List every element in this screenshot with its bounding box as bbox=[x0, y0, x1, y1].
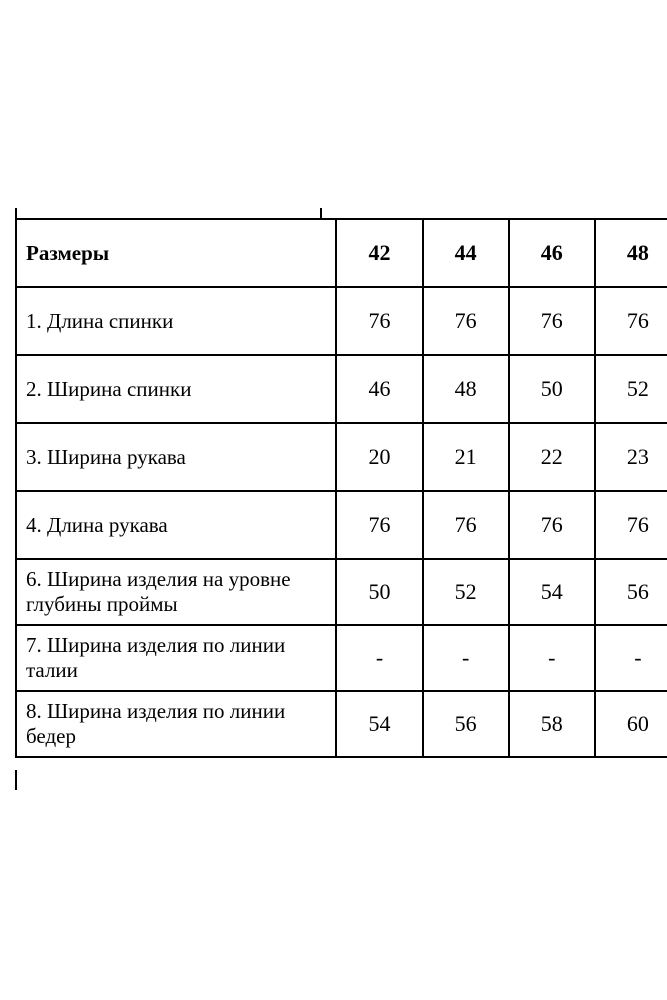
measurement-value: 76 bbox=[423, 287, 509, 355]
measurement-value: 56 bbox=[595, 559, 667, 625]
measurement-value: - bbox=[595, 625, 667, 691]
measurement-value: 54 bbox=[336, 691, 422, 757]
measurement-label: 6. Ширина изделия на уровне глубины проймы bbox=[16, 559, 336, 625]
header-label: Размеры bbox=[16, 219, 336, 287]
measurement-value: - bbox=[509, 625, 595, 691]
measurement-label: 3. Ширина рукава bbox=[16, 423, 336, 491]
measurement-value: - bbox=[423, 625, 509, 691]
table-header-row bbox=[16, 219, 667, 287]
size-chart-table bbox=[15, 218, 667, 758]
table-row bbox=[16, 559, 667, 625]
table-row bbox=[16, 355, 667, 423]
measurement-value: 56 bbox=[423, 691, 509, 757]
table-row bbox=[16, 287, 667, 355]
measurement-value: 52 bbox=[595, 355, 667, 423]
measurement-value: 58 bbox=[509, 691, 595, 757]
measurement-label: 1. Длина спинки bbox=[16, 287, 336, 355]
measurement-label: 8. Ширина изделия по линии бедер bbox=[16, 691, 336, 757]
table-row bbox=[16, 691, 667, 757]
measurement-value: 50 bbox=[336, 559, 422, 625]
measurement-value: 48 bbox=[423, 355, 509, 423]
measurement-value: 76 bbox=[336, 287, 422, 355]
size-header: 46 bbox=[509, 219, 595, 287]
measurement-value: 23 bbox=[595, 423, 667, 491]
size-header: 48 bbox=[595, 219, 667, 287]
measurement-value: 60 bbox=[595, 691, 667, 757]
measurement-value: 76 bbox=[336, 491, 422, 559]
measurement-label: 7. Ширина изделия по линии талии bbox=[16, 625, 336, 691]
measurement-value: 76 bbox=[509, 491, 595, 559]
measurement-value: 50 bbox=[509, 355, 595, 423]
measurement-label: 4. Длина рукава bbox=[16, 491, 336, 559]
measurement-value: 76 bbox=[595, 491, 667, 559]
measurement-value: 76 bbox=[595, 287, 667, 355]
table-bottom-stub-left bbox=[15, 770, 17, 790]
measurement-label: 2. Ширина спинки bbox=[16, 355, 336, 423]
measurement-value: 76 bbox=[423, 491, 509, 559]
table-row bbox=[16, 423, 667, 491]
measurement-value: 54 bbox=[509, 559, 595, 625]
measurement-value: 76 bbox=[509, 287, 595, 355]
measurement-value: 22 bbox=[509, 423, 595, 491]
size-header: 42 bbox=[336, 219, 422, 287]
measurement-value: 21 bbox=[423, 423, 509, 491]
size-header: 44 bbox=[423, 219, 509, 287]
table-row bbox=[16, 491, 667, 559]
measurement-value: 20 bbox=[336, 423, 422, 491]
measurement-value: 46 bbox=[336, 355, 422, 423]
measurement-value: - bbox=[336, 625, 422, 691]
table-row bbox=[16, 625, 667, 691]
measurement-value: 52 bbox=[423, 559, 509, 625]
